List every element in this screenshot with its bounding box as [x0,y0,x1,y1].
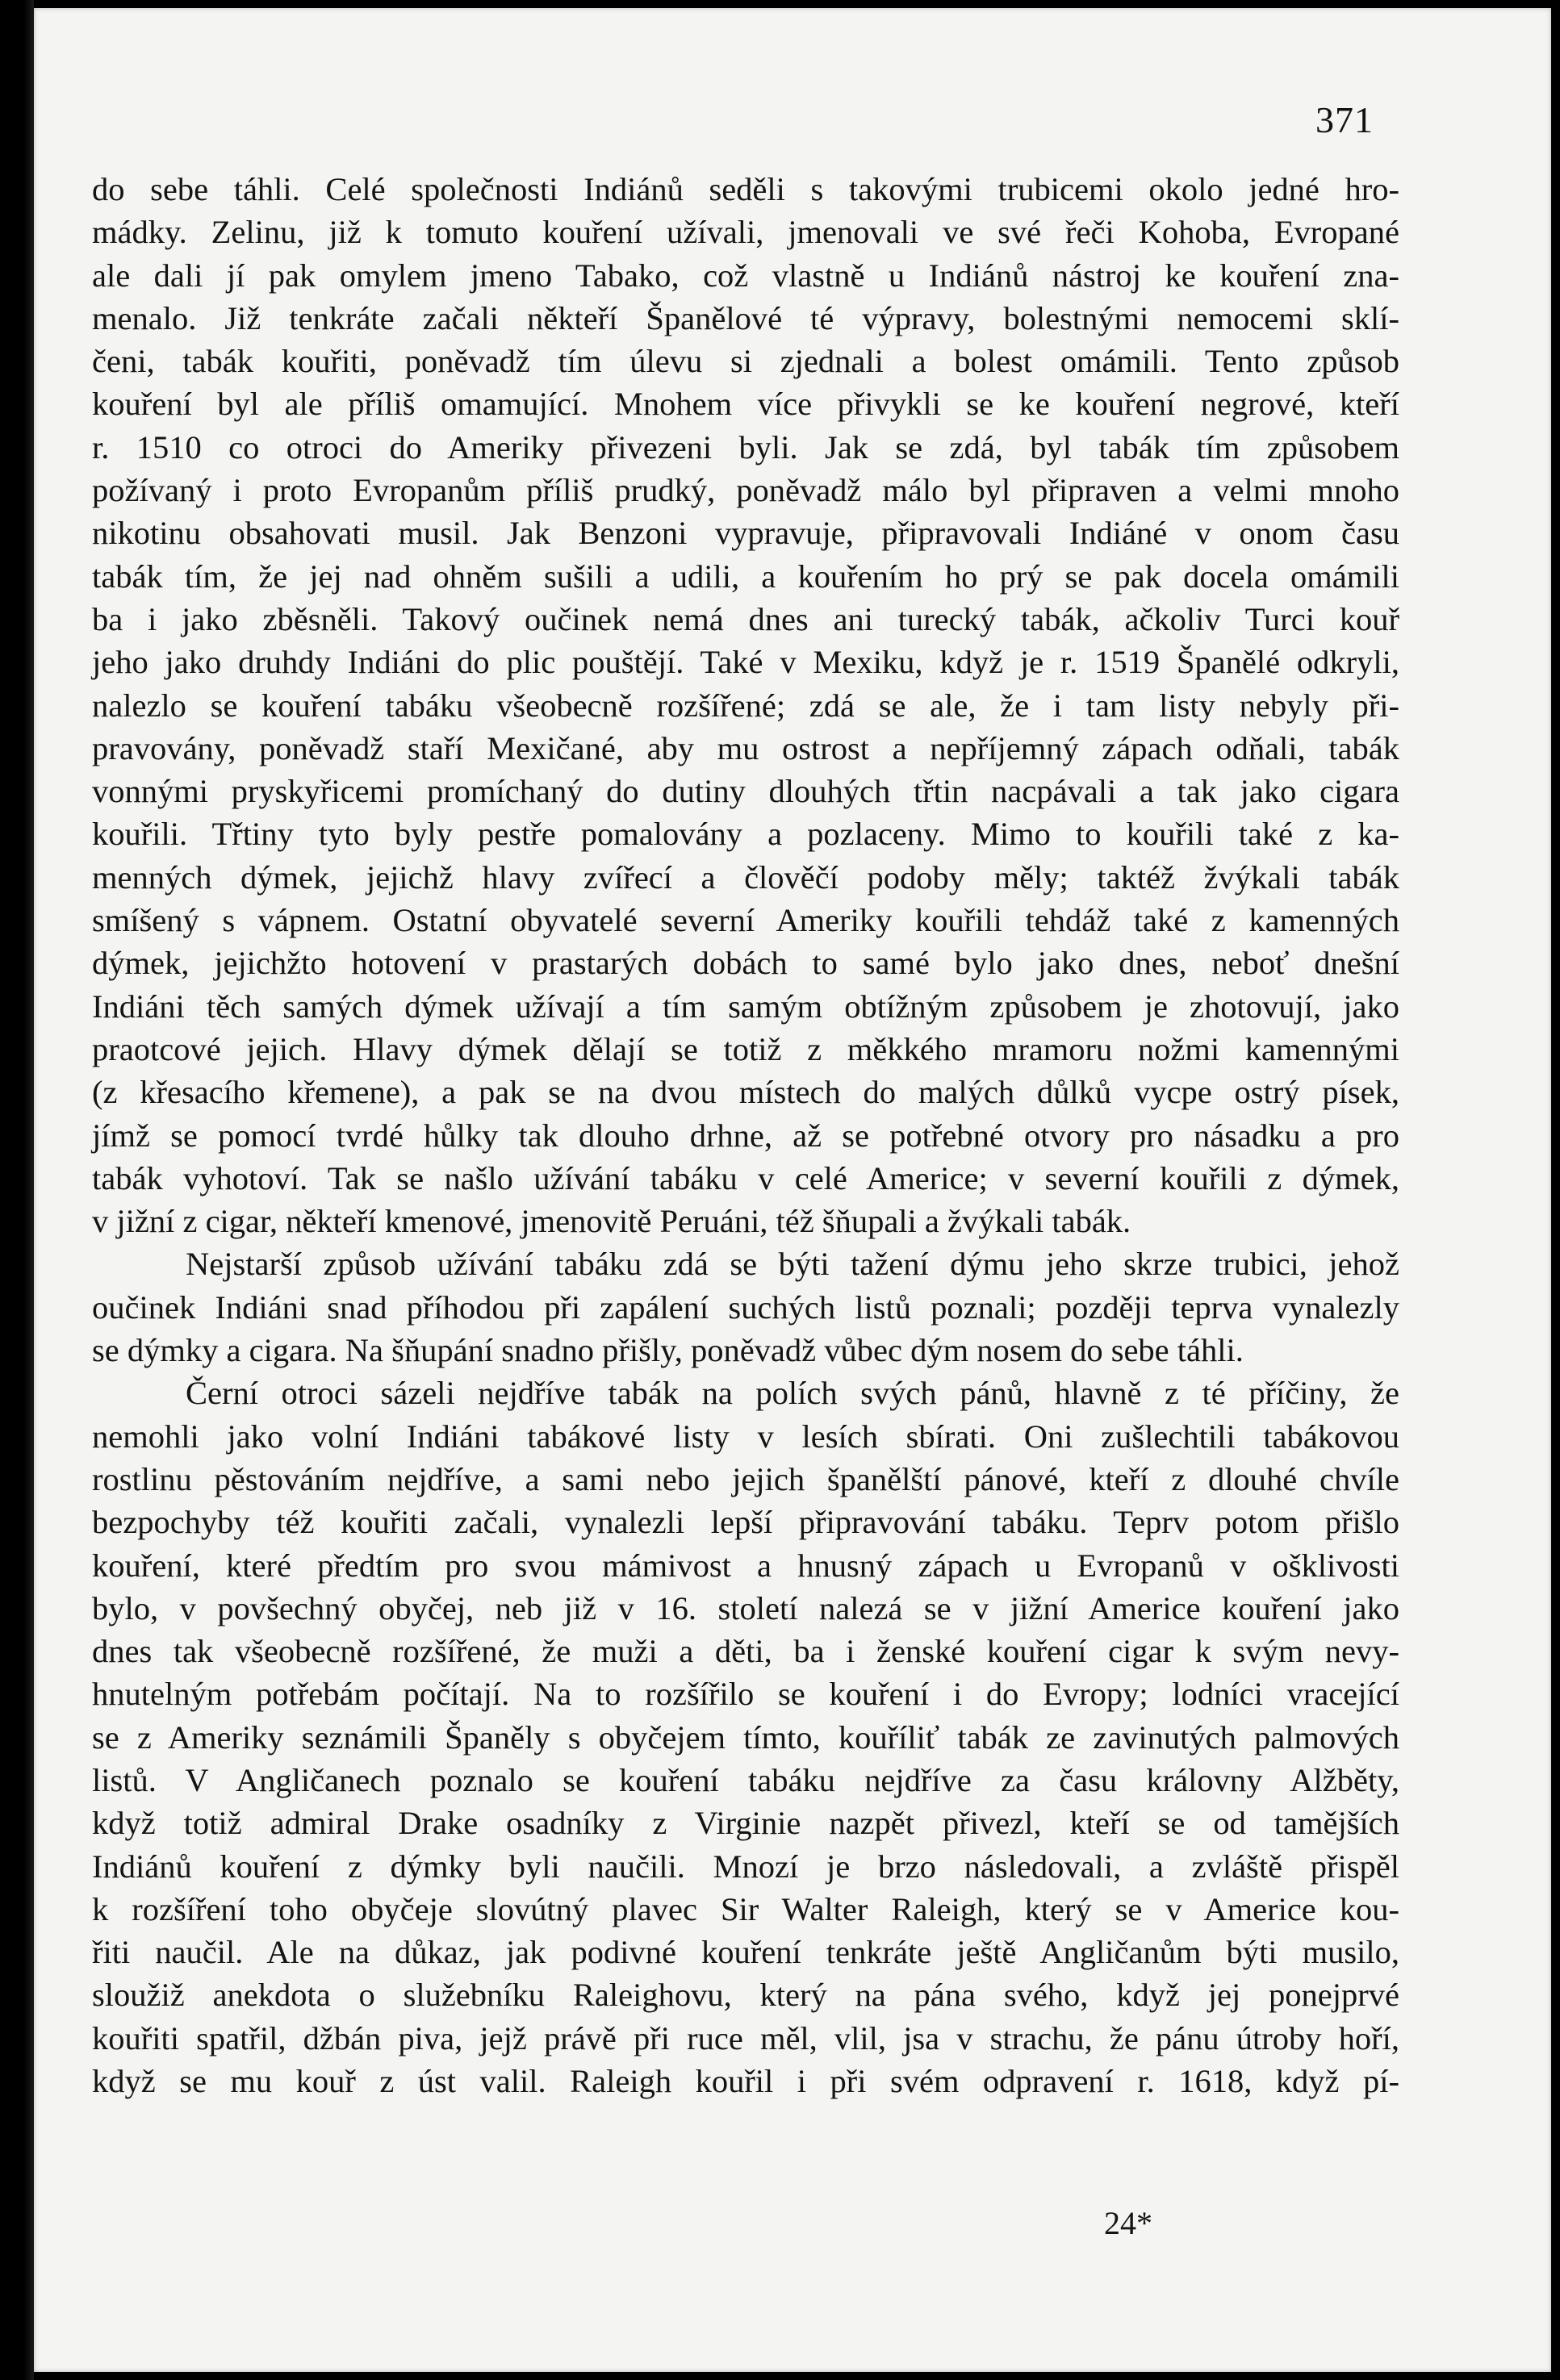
text-line: ale dali jí pak omylem jmeno Tabako, což vlastně u Indiánů nástroj ke kouření zna- [92,257,1399,294]
text-line: kouřili. Třtiny tyto byly pestře pomalovány a pozlaceny. Mimo to kouřili také z ka- [92,816,1399,853]
text-line: bezpochyby též kouřiti začali, vynalezli lepší připravování tabáku. Teprv potom přišlo [92,1504,1399,1541]
text-line: mádky. Zelinu, již k tomuto kouření užívali, jmenovali ve své řeči Kohoba, Evropané [92,214,1399,251]
text-line: sloužiž anekdota o služebníku Raleighovu, který na pána svého, když jej ponejprvé [92,1977,1399,2014]
text-line: kouření byl ale příliš omamující. Mnohem více přivykli se ke kouření negrové, kteří [92,386,1399,423]
text-line: nikotinu obsahovati musil. Jak Benzoni vypravuje, připravovali Indiáné v onom času [92,515,1399,552]
text-line: r. 1510 co otroci do Ameriky přivezeni byli. Jak se zdá, byl tabák tím způsobem [92,428,1399,466]
text-line: kouřiti spatřil, džbán piva, jejž právě při ruce měl, vlil, jsa v strachu, že pánu útroby hoří, [92,2019,1399,2056]
text-line: hnutelným potřebám počítají. Na to rozšířilo se kouření i do Evropy; lodníci vracející [92,1676,1399,1713]
text-line: k rozšíření toho obyčeje slovútný plavec Sir Walter Raleigh, který se v Americe kou- [92,1890,1399,1927]
text-line: se dýmky a cigara. Na šňupání snadno přišly, poněvadž vůbec dým nosem do sebe táhli. [92,1332,1244,1369]
text-line: když se mu kouř z úst valil. Raleigh kouřil i při svém odpravení r. 1618, když pí- [92,2063,1399,2100]
text-line: Indiáni těch samých dýmek užívají a tím samým obtížným způsobem je zhotovují, jako [92,987,1399,1025]
text-line: dnes tak všeobecně rozšířené, že muži a děti, ba i ženské kouření cigar k svým nevy- [92,1633,1399,1670]
book-page [34,8,1551,2372]
text-line: Černí otroci sázeli nejdříve tabák na polích svých pánů, hlavně z té příčiny, že [186,1375,1399,1412]
text-line: rostlinu pěstováním nejdříve, a sami nebo jejich španělští pánové, kteří z dlouhé chvíle [92,1460,1399,1497]
signature-mark: 24* [1104,2205,1152,2241]
body-text [92,168,1399,2102]
text-line: Indiánů kouření z dýmky byli naučili. Mnozí je brzo následovali, a zvláště přispěl [92,1848,1399,1885]
text-line: ba i jako zběsněli. Takový oučinek nemá dnes ani turecký tabák, ačkoliv Turci kouř [92,600,1399,637]
text-line: řiti naučil. Ale na důkaz, jak podivné kouření tenkráte ještě Angličanům býti musilo, [92,1934,1399,1971]
text-line: když totiž admiral Drake osadníky z Virginie nazpět přivezl, kteří se od tamějších [92,1805,1399,1842]
text-line: do sebe táhli. Celé společnosti Indiánů seděli s takovými trubicemi okolo jedné hro- [92,171,1399,207]
text-line: listů. V Angličanech poznalo se kouření tabáku nejdříve za času královny Alžběty, [92,1761,1399,1798]
page-number: 371 [1315,99,1374,140]
text-line: nalezlo se kouření tabáku všeobecně rozšířené; zdá se ale, že i tam listy nebyly při- [92,687,1399,724]
text-line: smíšený s vápnem. Ostatní obyvatelé severní Ameriky kouřili tehdáž také z kamenných [92,902,1399,939]
text-line: jeho jako druhdy Indiáni do plic pouštějí. Také v Mexiku, když je r. 1519 Španělé odkryli, [92,644,1399,681]
text-line: se z Ameriky seznámili Španěly s obyčejem tímto, kouříliť tabák ze zavinutých palmových [92,1718,1399,1756]
text-line: tabák tím, že jej nad ohněm sušili a udili, a kouřením ho prý se pak docela omámili [92,557,1399,595]
text-line: praotcové jejich. Hlavy dýmek dělají se totiž z měkkého mramoru nožmi kamennými [92,1030,1399,1067]
text-line: Nejstarší způsob užívání tabáku zdá se býti tažení dýmu jeho skrze trubici, jehož [186,1246,1399,1283]
text-line: dýmek, jejichžto hotovení v prastarých dobách to samé bylo jako dnes, neboť dnešní [92,945,1399,982]
text-line: kouření, které předtím pro svou mámivost a hnusný zápach u Evropanů v ošklivosti [92,1547,1399,1584]
text-line: (z křesacího křemene), a pak se na dvou místech do malých důlků vycpe ostrý písek, [92,1074,1399,1111]
text-line: oučinek Indiáni snad příhodou při zapálení suchých listů poznali; později teprva vynalezly [92,1288,1399,1326]
text-line: pravovány, poněvadž staří Mexičané, aby mu ostrost a nepříjemný zápach odňali, tabák [92,729,1399,766]
text-line: vonnými pryskyřicemi promíchaný do dutiny dlouhých třtin nacpávali a tak jako cigara [92,773,1399,810]
text-line: menných dýmek, jejichž hlavy zvířecí a člověčí podoby měly; taktéž žvýkali tabák [92,858,1399,896]
text-line: bylo, v povšechný obyčej, neb již v 16. století nalezá se v jižní Americe kouření jako [92,1589,1399,1626]
text-line: menalo. Již tenkráte začali někteří Španělové té výpravy, bolestnými nemocemi sklí- [92,299,1399,336]
text-line: nemohli jako volní Indiáni tabákové listy v lesích sbírati. Oni zušlechtili tabákovou [92,1418,1399,1455]
scan-edge [0,0,34,2380]
text-line: jímž se pomocí tvrdé hůlky tak dlouho drhne, až se potřebné otvory pro násadku a pro [92,1117,1399,1154]
text-line: požívaný i proto Evropanům příliš prudký, poněvadž málo byl připraven a velmi mnoho [92,472,1399,509]
text-line: v jižní z cigar, někteří kmenové, jmenovitě Peruáni, též šňupali a žvýkali tabák. [92,1203,1131,1240]
text-line: tabák vyhotoví. Tak se našlo užívání tabáku v celé Americe; v severní kouřili z dýmek, [92,1159,1399,1196]
text-line: čeni, tabák kouřiti, poněvadž tím úlevu si zjednali a bolest omámili. Tento způsob [92,343,1399,380]
